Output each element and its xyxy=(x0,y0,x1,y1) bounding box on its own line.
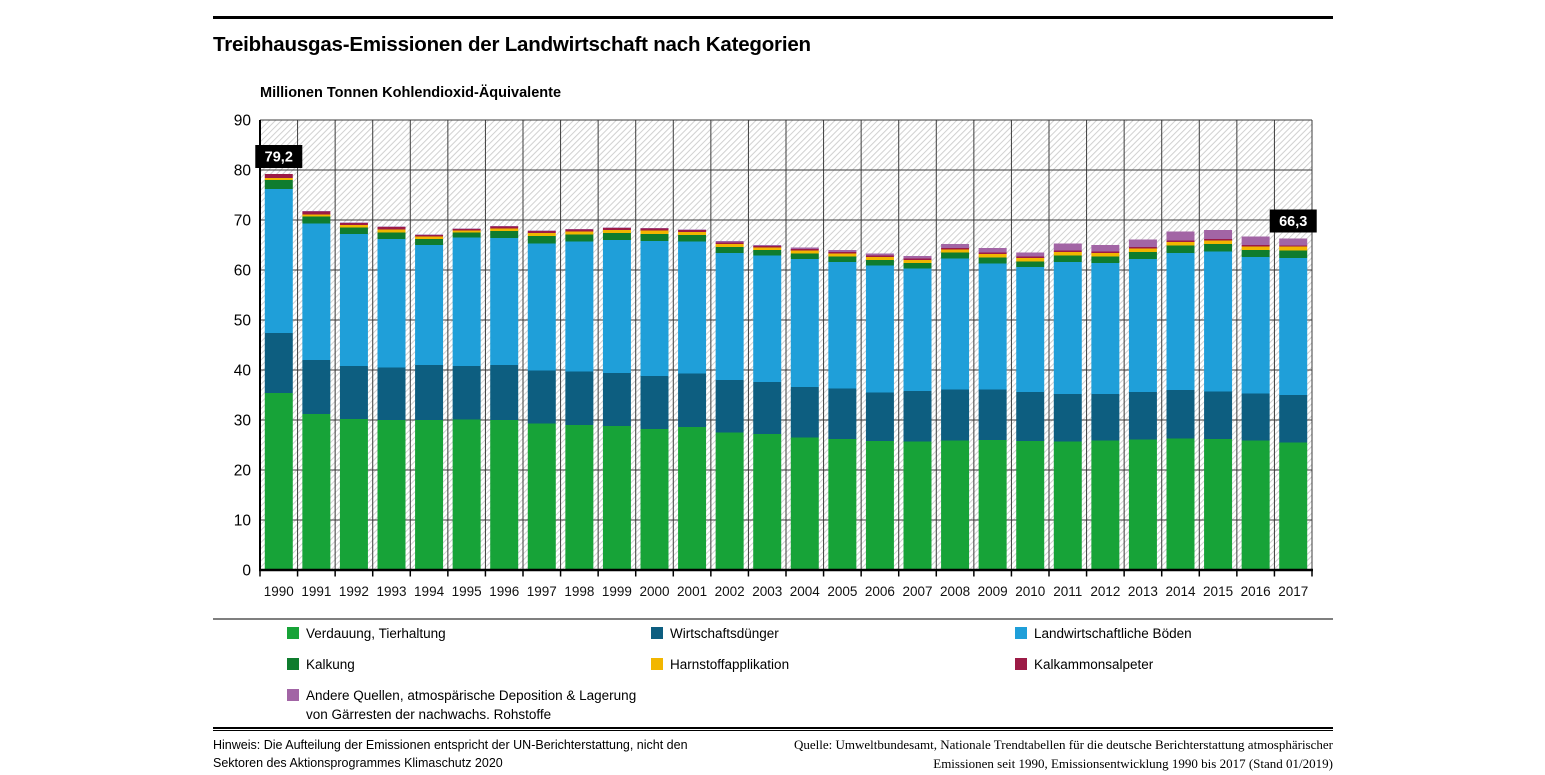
bar-segment xyxy=(979,264,1007,390)
bar-segment xyxy=(1242,441,1270,571)
bar-segment xyxy=(941,244,969,248)
bar-segment xyxy=(641,229,669,231)
bar-segment xyxy=(1204,230,1232,239)
bar-segment xyxy=(941,390,969,441)
page-title: Treibhausgas-Emissionen der Landwirtschaft nach Kategorien xyxy=(213,33,811,56)
legend-label: Landwirtschaftliche Böden xyxy=(1034,626,1192,641)
x-tick-label: 2009 xyxy=(977,584,1008,599)
bar-segment xyxy=(1279,395,1307,443)
legend-item-harnstoff xyxy=(651,657,789,672)
bar-segment xyxy=(490,229,518,232)
bar-segment xyxy=(378,420,406,570)
bar-segment xyxy=(302,211,330,212)
bar-segment xyxy=(866,256,894,258)
x-tick-label: 2015 xyxy=(1203,584,1234,599)
bar-segment xyxy=(753,246,781,248)
x-tick-label: 2004 xyxy=(789,584,820,599)
bar-segment xyxy=(1016,257,1044,259)
bar-segment xyxy=(490,231,518,238)
annotation-value: 66,3 xyxy=(1279,214,1308,230)
x-tick-label: 1999 xyxy=(601,584,632,599)
bar-segment xyxy=(1016,258,1044,262)
bar-segment xyxy=(828,257,856,263)
x-tick-label: 2008 xyxy=(940,584,971,599)
legend-swatch-andere-quellen-icon xyxy=(287,689,299,701)
bar-segment xyxy=(565,229,593,230)
bar-segment xyxy=(265,178,293,180)
bar-segment xyxy=(1129,392,1157,440)
bar-segment xyxy=(828,439,856,570)
bar-segment xyxy=(641,376,669,429)
bar-segment xyxy=(791,387,819,438)
bar-2015 xyxy=(1204,230,1232,570)
bar-2003 xyxy=(753,245,781,570)
y-tick-label: 40 xyxy=(233,362,251,380)
bar-2017 xyxy=(1279,239,1307,571)
bar-1995 xyxy=(453,229,481,571)
bar-segment xyxy=(716,243,744,245)
bar-2009 xyxy=(979,248,1007,570)
bar-segment xyxy=(1167,242,1195,246)
x-tick-label: 1997 xyxy=(526,584,557,599)
bar-segment xyxy=(378,230,406,233)
bar-segment xyxy=(302,217,330,224)
x-tick-label: 1996 xyxy=(489,584,520,599)
bar-segment xyxy=(828,250,856,252)
bar-segment xyxy=(1167,232,1195,241)
bar-2014 xyxy=(1167,232,1195,571)
bar-segment xyxy=(1242,257,1270,394)
legend-label: Verdauung, Tierhaltung xyxy=(306,626,446,641)
bar-segment xyxy=(565,242,593,372)
bar-segment xyxy=(378,239,406,368)
bar-segment xyxy=(265,189,293,333)
bar-segment xyxy=(641,228,669,229)
legend-item-wirtschaftsduenger xyxy=(651,626,779,641)
bar-segment xyxy=(340,223,368,225)
bar-segment xyxy=(678,235,706,242)
bar-segment xyxy=(265,174,293,178)
bar-segment xyxy=(791,249,819,251)
bar-segment xyxy=(415,235,443,236)
bar-segment xyxy=(641,241,669,376)
bar-segment xyxy=(1242,394,1270,441)
x-tick-label: 2012 xyxy=(1090,584,1121,599)
bar-segment xyxy=(1129,259,1157,392)
bar-segment xyxy=(904,260,932,263)
bar-segment xyxy=(1242,247,1270,251)
bar-segment xyxy=(941,248,969,250)
x-tick-label: 2017 xyxy=(1278,584,1309,599)
bar-segment xyxy=(904,256,932,259)
bar-segment xyxy=(791,248,819,250)
bar-2008 xyxy=(941,244,969,570)
bar-segment xyxy=(265,180,293,189)
legend-label: Kalkung xyxy=(306,657,355,672)
bar-segment xyxy=(340,228,368,235)
bar-segment xyxy=(528,236,556,244)
bar-segment xyxy=(565,425,593,570)
bar-2002 xyxy=(716,241,744,570)
bar-segment xyxy=(603,373,631,426)
bar-2000 xyxy=(641,228,669,570)
bar-segment xyxy=(528,244,556,371)
x-tick-label: 1994 xyxy=(414,584,445,599)
bar-segment xyxy=(603,426,631,570)
bar-segment xyxy=(490,420,518,570)
bar-segment xyxy=(265,333,293,393)
footnote-line2: Sektoren des Aktionsprogrammes Klimaschutz 2020 xyxy=(213,756,503,770)
bar-2006 xyxy=(866,254,894,571)
bar-segment xyxy=(979,254,1007,258)
bar-segment xyxy=(490,238,518,365)
bar-1997 xyxy=(528,231,556,571)
bar-2012 xyxy=(1091,245,1119,570)
bar-segment xyxy=(603,228,631,230)
bar-segment xyxy=(753,382,781,434)
x-tick-label: 2003 xyxy=(752,584,783,599)
bar-segment xyxy=(979,440,1007,570)
bar-segment xyxy=(1167,439,1195,571)
bar-segment xyxy=(753,245,781,246)
bar-segment xyxy=(641,234,669,241)
bar-segment xyxy=(453,238,481,367)
bar-segment xyxy=(565,372,593,426)
bar-2007 xyxy=(904,256,932,570)
bar-2016 xyxy=(1242,237,1270,571)
bar-segment xyxy=(302,360,330,414)
y-axis-title: Millionen Tonnen Kohlendioxid-Äquivalente xyxy=(260,85,562,101)
bar-segment xyxy=(528,371,556,424)
bar-segment xyxy=(1091,263,1119,394)
bar-segment xyxy=(1054,252,1082,256)
bar-segment xyxy=(1167,253,1195,390)
bar-segment xyxy=(453,366,481,420)
legend-label: Andere Quellen, atmospärische Deposition & Lagerung xyxy=(306,688,637,703)
bar-segment xyxy=(678,230,706,232)
legend-swatch-boeden-icon xyxy=(1015,627,1027,639)
bar-segment xyxy=(716,244,744,247)
bar-segment xyxy=(1054,244,1082,251)
bar-2005 xyxy=(828,250,856,570)
bar-segment xyxy=(528,231,556,233)
legend-label: Wirtschaftsdünger xyxy=(670,626,779,641)
bar-segment xyxy=(904,259,932,261)
bar-segment xyxy=(302,212,330,215)
bar-1992 xyxy=(340,223,368,571)
bar-segment xyxy=(866,441,894,570)
bar-segment xyxy=(716,241,744,243)
bar-segment xyxy=(678,242,706,374)
bar-segment xyxy=(753,434,781,570)
source-line2: Emissionen seit 1990, Emissionsentwicklung 1990 bis 2017 (Stand 01/2019) xyxy=(933,755,1333,771)
footnote-line1: Hinweis: Die Aufteilung der Emissionen entspricht der UN-Berichterstattung, nicht den xyxy=(213,738,688,752)
bar-segment xyxy=(1091,394,1119,441)
bar-segment xyxy=(1167,241,1195,243)
bar-segment xyxy=(528,231,556,232)
bar-segment xyxy=(340,223,368,224)
bar-segment xyxy=(1091,252,1119,254)
legend-swatch-kalkung-icon xyxy=(287,658,299,670)
bar-segment xyxy=(302,224,330,361)
x-tick-label: 2006 xyxy=(864,584,895,599)
legend-swatch-wirtschaftsduenger-icon xyxy=(651,627,663,639)
bar-segment xyxy=(1016,441,1044,570)
bar-segment xyxy=(1167,246,1195,254)
bar-1991 xyxy=(302,211,330,570)
bar-segment xyxy=(791,251,819,254)
bar-segment xyxy=(528,424,556,571)
bar-segment xyxy=(565,235,593,242)
bar-segment xyxy=(1167,390,1195,439)
x-axis-labels xyxy=(264,584,1308,599)
y-tick-label: 50 xyxy=(233,312,251,330)
x-tick-label: 2014 xyxy=(1165,584,1196,599)
bar-2001 xyxy=(678,230,706,571)
bar-segment xyxy=(979,258,1007,264)
bar-segment xyxy=(378,227,406,230)
bar-segment xyxy=(453,231,481,233)
y-tick-label: 0 xyxy=(242,562,251,580)
bar-segment xyxy=(678,230,706,231)
bar-segment xyxy=(603,228,631,229)
legend-swatch-harnstoff-icon xyxy=(651,658,663,670)
x-tick-label: 1998 xyxy=(564,584,595,599)
bar-segment xyxy=(565,232,593,235)
bar-segment xyxy=(1204,252,1232,392)
bar-segment xyxy=(415,245,443,365)
x-tick-label: 2011 xyxy=(1053,584,1083,599)
y-axis-labels xyxy=(234,113,252,580)
x-tick-label: 1990 xyxy=(263,584,294,599)
legend-divider xyxy=(213,618,1333,620)
x-tick-label: 2000 xyxy=(639,584,670,599)
y-tick-label: 10 xyxy=(233,512,251,530)
bar-segment xyxy=(453,420,481,571)
bar-segment xyxy=(603,240,631,373)
bar-segment xyxy=(828,254,856,257)
bar-segment xyxy=(1279,246,1307,247)
legend-label: Kalkammonsalpeter xyxy=(1034,657,1154,672)
bar-segment xyxy=(1016,253,1044,257)
bar-segment xyxy=(1016,262,1044,268)
bar-segment xyxy=(1054,262,1082,394)
bar-segment xyxy=(415,420,443,570)
bar-segment xyxy=(453,229,481,230)
bar-segment xyxy=(1204,244,1232,252)
bar-segment xyxy=(1016,392,1044,441)
bar-2011 xyxy=(1054,244,1082,571)
bar-segment xyxy=(979,390,1007,441)
bar-segment xyxy=(641,231,669,235)
x-tick-label: 2013 xyxy=(1127,584,1158,599)
bar-segment xyxy=(490,365,518,420)
y-tick-label: 80 xyxy=(233,162,251,180)
bar-segment xyxy=(941,441,969,571)
bar-segment xyxy=(1129,247,1157,249)
bar-segment xyxy=(1129,249,1157,253)
source-note xyxy=(733,736,1333,773)
bar-segment xyxy=(453,233,481,238)
legend-label-line2: von Gärresten der nachwachs. Rohstoffe xyxy=(306,707,552,722)
bar-segment xyxy=(866,257,894,260)
y-tick-label: 60 xyxy=(233,262,251,280)
bar-segment xyxy=(1016,267,1044,392)
bar-segment xyxy=(415,239,443,245)
bar-segment xyxy=(378,227,406,228)
bar-segment xyxy=(904,269,932,392)
bar-segment xyxy=(791,438,819,571)
bar-segment xyxy=(1054,256,1082,263)
bar-segment xyxy=(1204,241,1232,245)
bar-segment xyxy=(1054,394,1082,442)
value-annotation-2017 xyxy=(1270,210,1317,233)
bar-segment xyxy=(1091,245,1119,252)
bar-segment xyxy=(979,248,1007,253)
bar-segment xyxy=(941,259,969,390)
bar-segment xyxy=(1279,443,1307,571)
legend-item-andere-quellen xyxy=(287,688,636,722)
bar-segment xyxy=(1204,239,1232,241)
bar-segment xyxy=(340,225,368,228)
bar-segment xyxy=(340,234,368,366)
legend-swatch-kalkammonsalpeter-icon xyxy=(1015,658,1027,670)
bar-segment xyxy=(603,233,631,240)
bar-segment xyxy=(678,374,706,428)
bar-segment xyxy=(302,414,330,570)
bar-segment xyxy=(1279,247,1307,251)
bar-segment xyxy=(1129,440,1157,571)
bar-segment xyxy=(1279,251,1307,259)
x-tick-label: 2007 xyxy=(902,584,933,599)
annotation-value: 79,2 xyxy=(264,149,293,166)
bar-segment xyxy=(1242,237,1270,246)
bar-segment xyxy=(1091,257,1119,264)
bar-segment xyxy=(1091,441,1119,571)
bar-segment xyxy=(866,254,894,256)
bar-segment xyxy=(979,253,1007,255)
bar-segment xyxy=(1129,252,1157,259)
bar-segment xyxy=(753,250,781,256)
y-tick-label: 90 xyxy=(233,112,251,130)
y-tick-label: 30 xyxy=(233,412,251,430)
bar-segment xyxy=(265,393,293,570)
legend-item-verdauung xyxy=(287,626,446,641)
bar-segment xyxy=(753,256,781,383)
bar-segment xyxy=(828,252,856,254)
bar-segment xyxy=(828,262,856,389)
bar-segment xyxy=(716,247,744,253)
bar-segment xyxy=(716,433,744,571)
bar-segment xyxy=(866,266,894,393)
bar-1993 xyxy=(378,227,406,571)
bar-segment xyxy=(378,368,406,421)
bar-segment xyxy=(340,366,368,419)
value-annotation-1990 xyxy=(255,145,302,168)
bar-segment xyxy=(791,254,819,260)
x-tick-label: 2016 xyxy=(1240,584,1271,599)
bar-segment xyxy=(866,393,894,442)
bar-1996 xyxy=(490,226,518,570)
bar-segment xyxy=(1279,258,1307,395)
bar-segment xyxy=(904,263,932,269)
x-tick-label: 1993 xyxy=(376,584,407,599)
legend-item-kalkammonsalpeter xyxy=(1015,657,1153,672)
bar-segment xyxy=(1054,251,1082,253)
bar-segment xyxy=(1279,239,1307,246)
bar-segment xyxy=(490,227,518,229)
bar-segment xyxy=(678,232,706,235)
legend-label: Harnstoffapplikation xyxy=(670,657,790,672)
bar-segment xyxy=(415,237,443,240)
footer-divider xyxy=(213,727,1333,732)
x-tick-label: 2002 xyxy=(714,584,745,599)
bar-segment xyxy=(302,215,330,217)
y-tick-label: 20 xyxy=(233,462,251,480)
bar-1999 xyxy=(603,228,631,571)
bar-segment xyxy=(1204,439,1232,570)
source-line1: Quelle: Umweltbundesamt, Nationale Trendtabellen für die deutsche Berichterstattung atmosphärischer xyxy=(794,737,1333,752)
x-tick-label: 1991 xyxy=(301,584,332,599)
bar-segment xyxy=(678,427,706,570)
bar-segment xyxy=(415,365,443,420)
bar-segment xyxy=(1091,253,1119,257)
x-tick-label: 1995 xyxy=(451,584,482,599)
bar-segment xyxy=(791,259,819,387)
bar-segment xyxy=(941,250,969,253)
bar-1994 xyxy=(415,235,443,571)
bar-segment xyxy=(453,229,481,231)
bar-segment xyxy=(378,233,406,240)
x-tick-label: 2001 xyxy=(677,584,708,599)
bar-2010 xyxy=(1016,253,1044,571)
bar-segment xyxy=(603,230,631,233)
x-tick-label: 2005 xyxy=(827,584,858,599)
bar-segment xyxy=(528,233,556,236)
legend-item-kalkung xyxy=(287,657,355,672)
bar-segment xyxy=(866,260,894,266)
bar-segment xyxy=(1129,240,1157,248)
footnote xyxy=(213,736,688,772)
legend-item-boeden xyxy=(1015,626,1192,641)
x-tick-label: 2010 xyxy=(1015,584,1046,599)
bar-segment xyxy=(753,248,781,251)
bar-segment xyxy=(904,442,932,571)
bar-segment xyxy=(716,380,744,433)
legend-swatch-verdauung-icon xyxy=(287,627,299,639)
bar-segment xyxy=(828,389,856,440)
bar-segment xyxy=(941,253,969,259)
x-tick-label: 1992 xyxy=(338,584,369,599)
bar-segment xyxy=(340,419,368,570)
bar-segment xyxy=(1242,250,1270,257)
bar-1990 xyxy=(265,174,293,570)
bar-2004 xyxy=(791,248,819,571)
bar-segment xyxy=(415,235,443,237)
bar-segment xyxy=(1204,392,1232,440)
bar-segment xyxy=(565,230,593,232)
bar-segment xyxy=(641,429,669,570)
bar-segment xyxy=(716,253,744,380)
bar-segment xyxy=(1054,442,1082,571)
bar-2013 xyxy=(1129,240,1157,571)
bar-segment xyxy=(904,391,932,442)
bar-segment xyxy=(1242,245,1270,247)
bar-segment xyxy=(490,226,518,227)
y-tick-label: 70 xyxy=(233,212,251,230)
bar-1998 xyxy=(565,229,593,570)
